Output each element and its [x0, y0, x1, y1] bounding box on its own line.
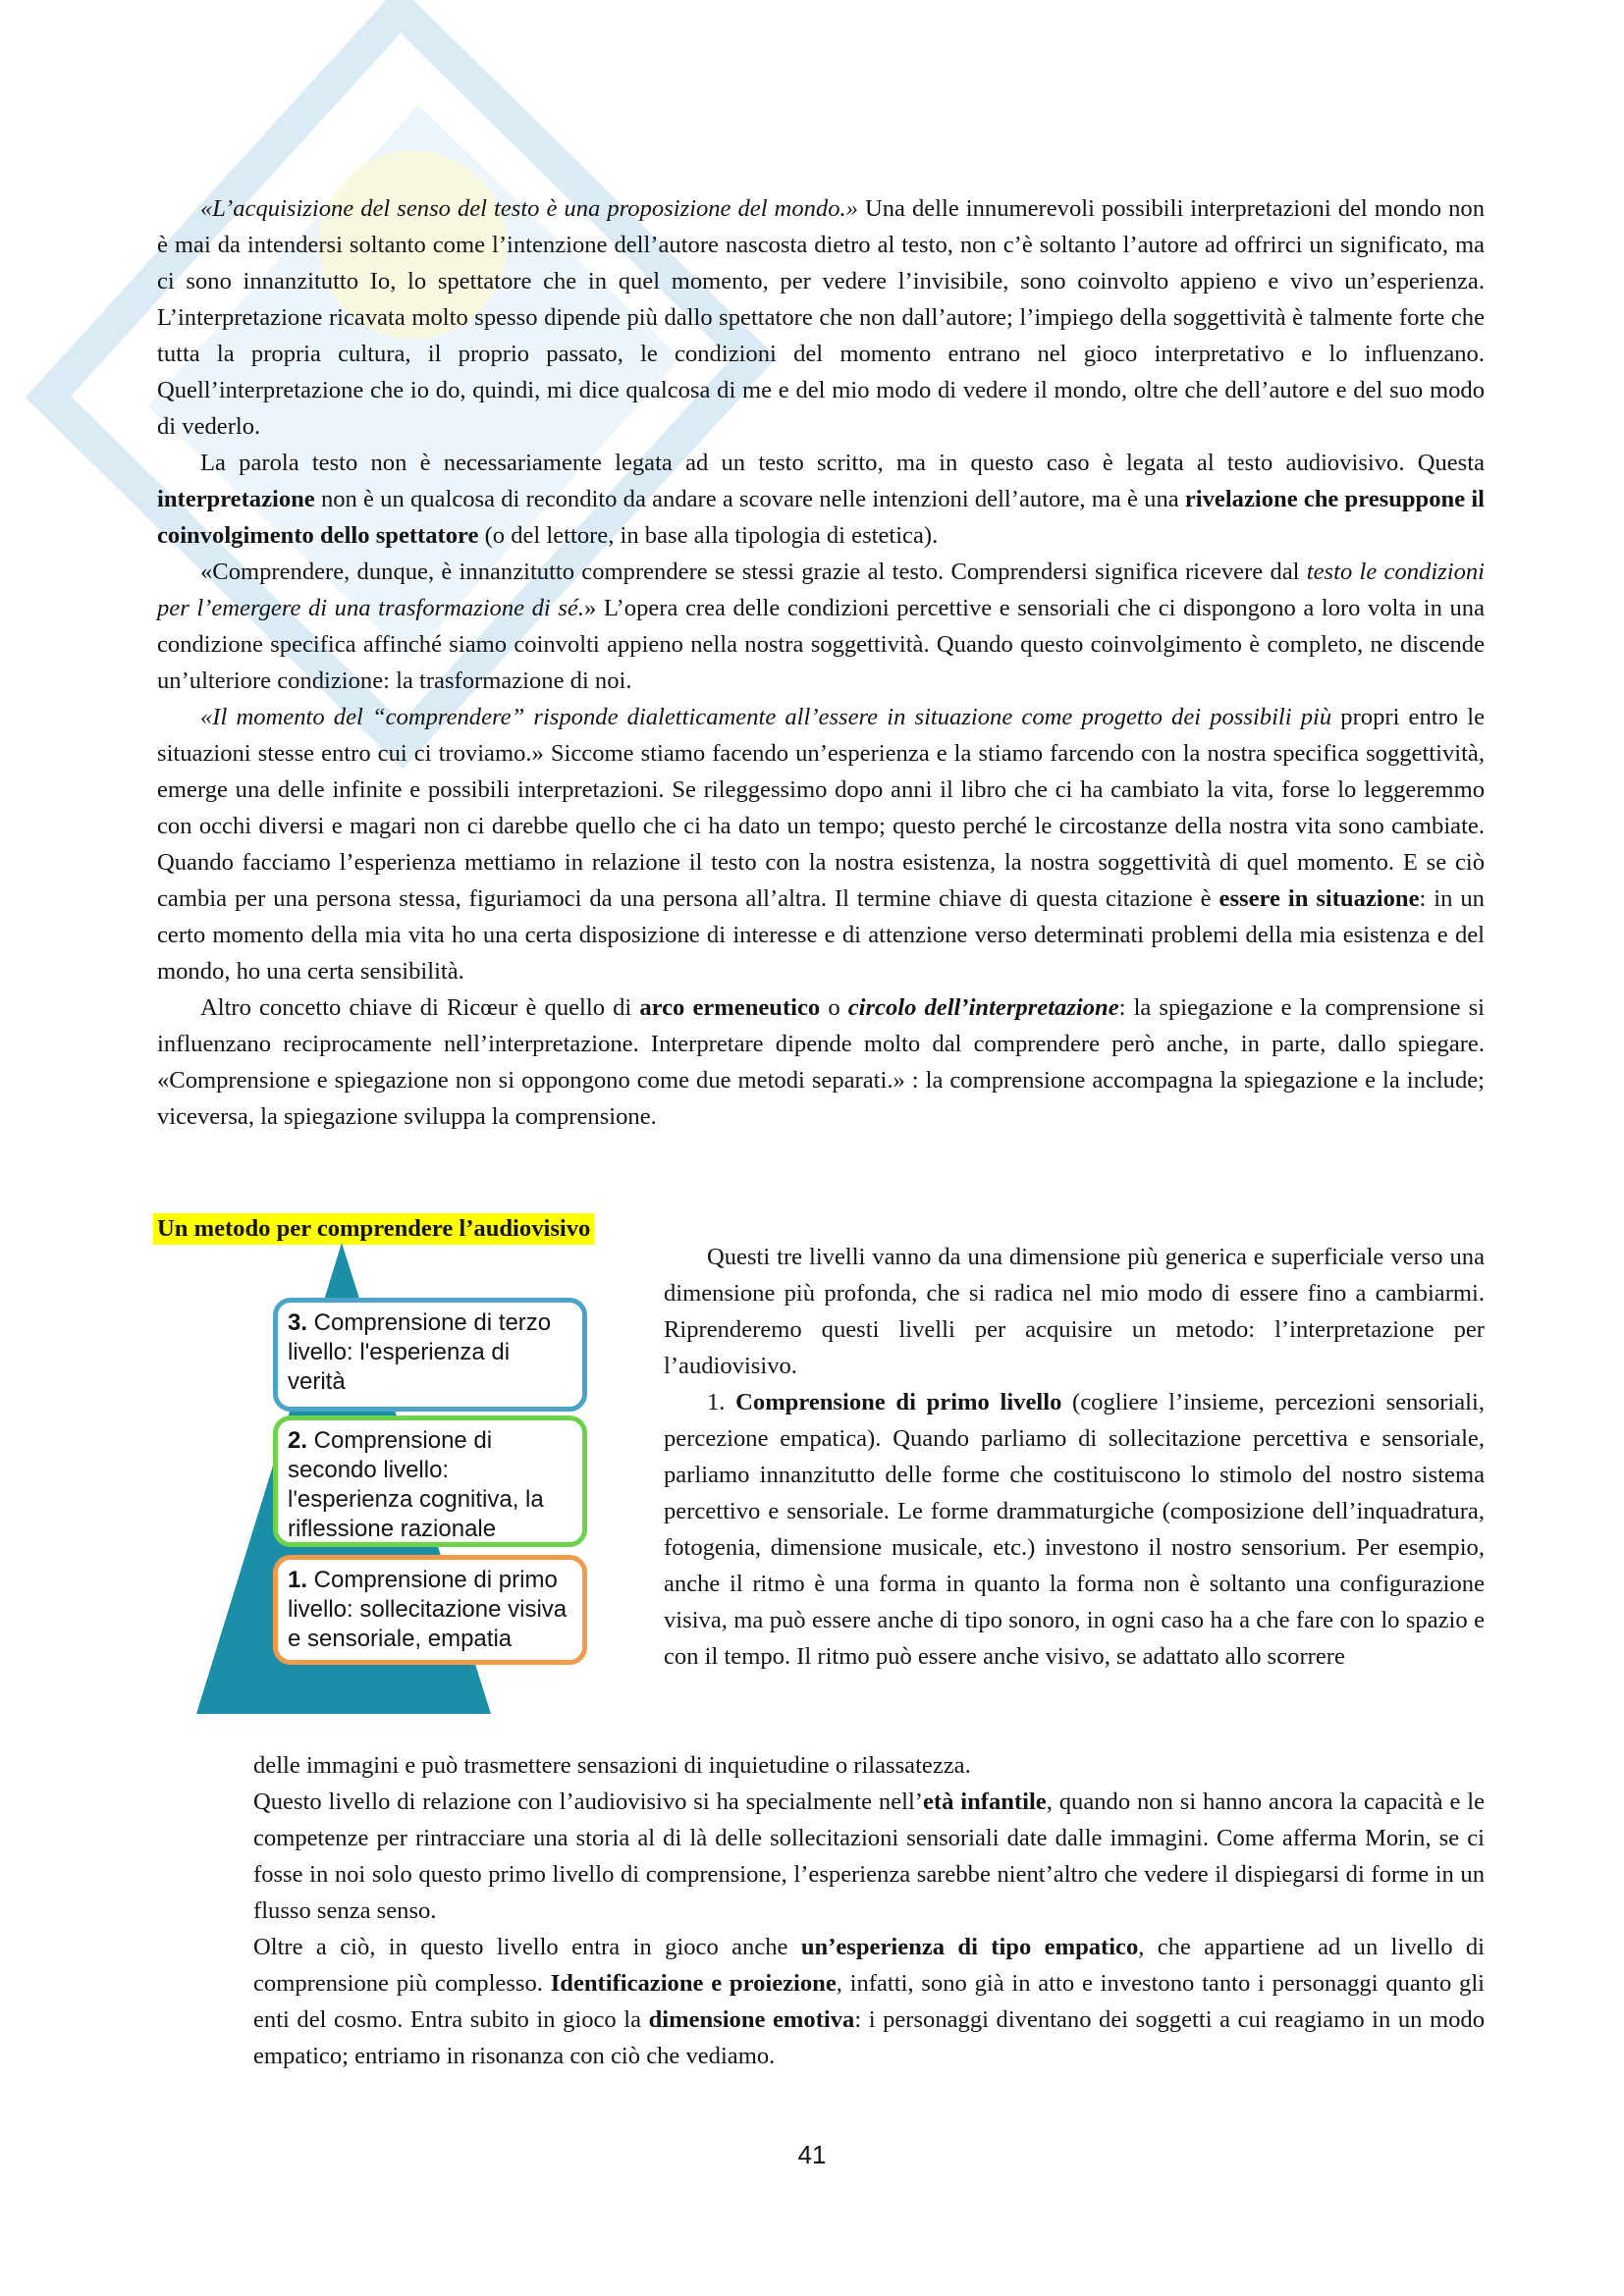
- text-run: (o del lettore, in base alla tipologia di estetica).: [478, 522, 939, 549]
- level-3-number: 3.: [288, 1309, 308, 1336]
- text-run: un’esperienza di tipo empatico: [800, 1934, 1139, 1960]
- text-run: , quando non si hanno ancora la capacità e le competenze per rintracciare una storia al di là delle sollecitazioni sensoriali date dalle immagini. Come afferma Morin, se ci fosse in noi solo questo primo livello di comprensione, l’esperienza sarebbe nient’altro che vedere il dispiegarsi di forme in un flusso senza senso.: [253, 1789, 1486, 1924]
- text-run: arco ermeneutico: [639, 994, 821, 1021]
- text-run: non è un qualcosa di recondito da andare a scovare nelle intenzioni dell’autore, ma è una: [314, 486, 1185, 512]
- text-run: Identificazione e proiezione: [550, 1970, 837, 1997]
- page-number: 41: [797, 2140, 827, 2169]
- section-heading: Un metodo per comprendere l’audiovisivo: [153, 1213, 594, 1245]
- levels-pyramid-diagram: [196, 1243, 628, 1714]
- text-run: «Il momento del “comprendere” risponde dialetticamente all’essere in situazione come progetto dei possibili più: [200, 704, 1332, 730]
- level-3-text: Comprensione di terzo livello: l'esperienza di verità: [288, 1309, 552, 1395]
- paragraph: [157, 445, 1485, 554]
- level-1-text: Comprensione di primo livello: sollecitazione visiva e sensoriale, empatia: [288, 1567, 568, 1652]
- text-run: , infatti, sono già in atto e investono tanto i personaggi quanto gli enti del cosmo. Entra subito in gioco la: [253, 1970, 1485, 2033]
- text-run: 1.: [707, 1389, 736, 1415]
- paragraph: [157, 554, 1485, 699]
- paragraph: [157, 699, 1485, 989]
- paragraph: [157, 190, 1485, 445]
- paragraph: [253, 1784, 1485, 1929]
- text-run: età infantile: [922, 1789, 1047, 1815]
- text-run: Altro concetto chiave di Ricœur è quello di: [200, 994, 640, 1021]
- paragraph: [157, 989, 1485, 1135]
- text-run: o: [820, 994, 848, 1021]
- text-run: delle immagini e può trasmettere sensazioni di inquietudine o rilassatezza.: [253, 1752, 971, 1779]
- level-1-number: 1.: [288, 1567, 308, 1593]
- level-1-box: [273, 1555, 587, 1665]
- text-run: Questi tre livelli vanno da una dimensione più generica e superficiale verso una dimensione più profonda, che si radica nel mio modo di essere fino a cambiarmi. Riprenderemo questi livelli per acquisire un metodo: l’interpretazione per l’audiovisivo.: [664, 1244, 1485, 1379]
- text-run: , che appartiene ad un livello di comprensione più complesso.: [253, 1934, 1485, 1997]
- text-run: (cogliere l’insieme, percezioni sensoriali, percezione empatica). Quando parliamo di sollecitazione percettiva e sensoriale, parliamo innanzitutto delle forme che costituiscono lo stimolo del nostro sistema percettivo e sensoriale. Le forme drammaturgiche (composizione dell’inquadratura, fotogenia, dimensione musicale, etc.) investono il nostro sensorium. Per esempio, anche il ritmo è una forma in quanto la forma non è soltanto una configurazione visiva, ma può essere anche di tipo sonoro, in ogni caso ha a che fare con lo spazio e con il tempo. Il ritmo può essere anche visivo, se adattato allo scorrere: [664, 1389, 1485, 1670]
- text-run: Oltre a ciò, in questo livello entra in gioco anche: [253, 1934, 801, 1960]
- text-run: circolo dell’interpretazione: [847, 994, 1119, 1021]
- level-2-text: Comprensione di secondo livello: l'esperienza cognitiva, la riflessione razionale: [288, 1427, 544, 1542]
- text-run: propri entro le situazioni stesse entro cui ci troviamo.» Siccome stiamo facendo un’esperienza e la stiamo farcendo con la nostra specifica soggettività, emerge una delle infinite e possibili interpretazioni. Se rileggessimo dopo anni il libro che ci ha cambiato la vita, forse lo leggeremmo con occhi diversi e magari non ci darebbe quello che ci ha dato un tempo; questo perché le circostanze della nostra vita sono cambiate. Quando facciamo l’esperienza mettiamo in relazione il testo con la nostra esistenza, la nostra soggettività di quel momento. E se ciò cambia per una persona stessa, figuriamoci da una persona all’altra. Il termine chiave di questa citazione è: [157, 704, 1485, 912]
- text-run: dimensione emotiva: [648, 2006, 855, 2033]
- text-run: rivelazione che presuppone il coinvolgimento dello spettatore: [157, 486, 1486, 549]
- bottom-text-block: [253, 1747, 1485, 2074]
- text-run: » L’opera crea delle condizioni percettive e sensoriali che ci dispongono a loro volta in una condizione specifica affinché siamo coinvolti appieno nella nostra soggettività. Quando questo coinvolgimento è completo, ne discende un’ulteriore condizione: la trasformazione di noi.: [157, 595, 1485, 694]
- text-run: Comprensione di primo livello: [735, 1389, 1062, 1415]
- text-run: essere in situazione: [1218, 885, 1420, 912]
- text-run: «L’acquisizione del senso del testo è una proposizione del mondo.»: [200, 195, 858, 222]
- side-text-block: [664, 1239, 1485, 1675]
- text-run: testo le condizioni per l’emergere di una trasformazione di sé.: [157, 559, 1486, 621]
- text-run: : in un certo momento della mia vita ho una certa disposizione di interesse e di attenzione verso determinati problemi della mia esistenza e del mondo, ho una certa sensibilità.: [157, 885, 1485, 985]
- paragraph: [664, 1384, 1485, 1675]
- text-run: «Comprendere, dunque, è innanzitutto comprendere se stessi grazie al testo. Comprendersi significa ricevere dal: [200, 559, 1307, 585]
- level-2-box: [273, 1415, 587, 1547]
- level-3-box: [273, 1298, 587, 1412]
- text-run: interpretazione: [157, 486, 315, 512]
- paragraph: [664, 1239, 1485, 1384]
- text-run: La parola testo non è necessariamente legata ad un testo scritto, ma in questo caso è legata al testo audiovisivo. Questa: [200, 450, 1485, 476]
- text-run: : la spiegazione e la comprensione si influenzano reciprocamente nell’interpretazione. Interpretare dipende molto dal comprendere però anche, in parte, dallo spiegare. «Comprensione e spiegazione non si oppongono come due metodi separati.» : la comprensione accompagna la spiegazione e la include; viceversa, la spiegazione sviluppa la comprensione.: [157, 994, 1486, 1130]
- top-text-block: [157, 190, 1485, 1135]
- text-run: Una delle innumerevoli possibili interpretazioni del mondo non è mai da intendersi soltanto come l’intenzione dell’autore nascosta dietro al testo, non c’è soltanto l’autore ad offrirci un significato, ma ci sono innanzitutto Io, lo spettatore che in quel momento, per vedere l’invisibile, sono coinvolto appieno e vivo un’esperienza. L’interpretazione ricavata molto spesso dipende più dallo spettatore che non dall’autore; l’impiego della soggettività è talmente forte che tutta la propria cultura, il proprio passato, le condizioni del momento entrano nel gioco interpretativo e lo influenzano. Quell’interpretazione che io do, quindi, mi dice qualcosa di me e del mio modo di vedere il mondo, oltre che dell’autore e del suo modo di vederlo.: [157, 195, 1485, 440]
- level-2-number: 2.: [288, 1427, 308, 1454]
- paragraph: [253, 1929, 1485, 2074]
- text-run: : i personaggi diventano dei soggetti a cui reagiamo in un modo empatico; entriamo in risonanza con ciò che vediamo.: [253, 2006, 1485, 2069]
- text-run: Questo livello di relazione con l’audiovisivo si ha specialmente nell’: [253, 1789, 923, 1815]
- paragraph: [253, 1747, 1485, 1784]
